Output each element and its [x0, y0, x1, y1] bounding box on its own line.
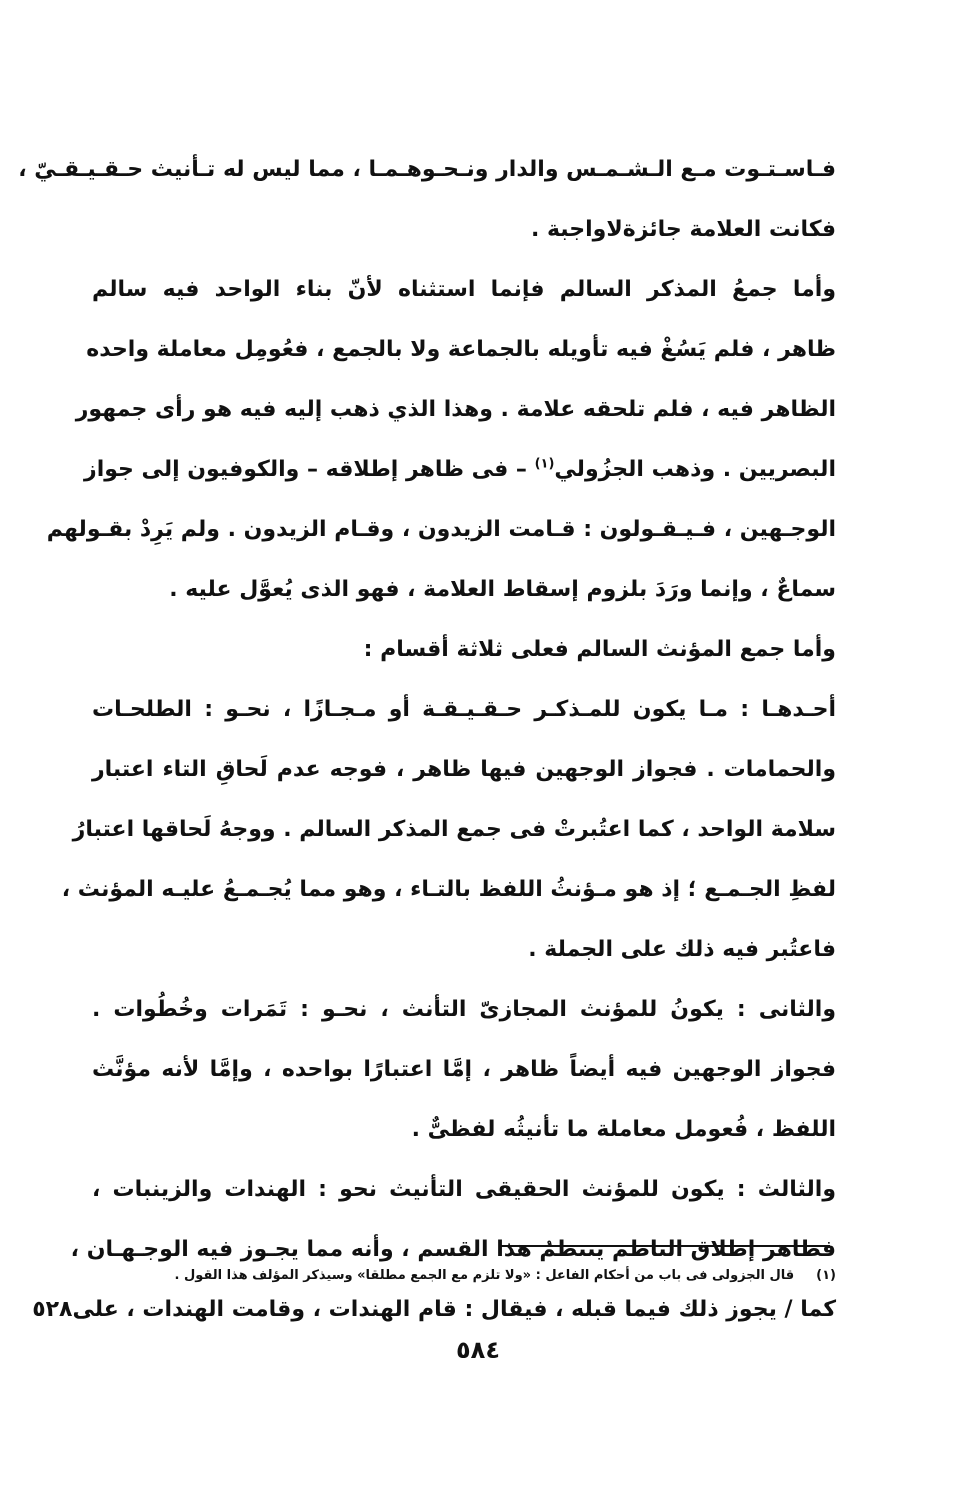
text-line-11: والحمامات . فجواز الوجهين فيها ظاهر ، فوجه عدم لَحاقِ التاء اعتبار [92, 757, 836, 782]
text-line-14: فاعتُبر فيه ذلك على الجملة . [528, 937, 836, 962]
text-line-2: فكانت العلامة جائزةلاواجبة . [530, 217, 836, 242]
footnote [92, 1256, 836, 1296]
text-line-6-end: – فى ظاهر إطلاقه – والكوفيون إلى جواز [84, 457, 527, 482]
footnote-reference: (١) [534, 456, 555, 472]
text-line-1: فـاسـتـوت مـع الـشـمـس والدار ونـحـوهـمـا ، مما ليس له تـأنيث حـقـيـقـيّ ، [18, 157, 836, 182]
text-line-20-main: كما / يجوز ذلك فيما قبله ، فيقال : قام الهندات ، وقامت الهندات ، على [72, 1297, 836, 1322]
text-line-10: أحـدهـا : مـا يكون للمـذكـر حـقـيـقـة أو مـجـازًا ، نحـو : الطلحـات [92, 697, 836, 722]
text-line-6-start: البصريين . وذهب الجزُولي [554, 457, 836, 482]
text-line-8: سماعٌ ، وإنما ورَدَ بلزوم إسقاط العلامة ، فهو الذى يُعوَّل عليه . [169, 577, 836, 602]
text-line-6 [84, 440, 836, 500]
text-line-12: سلامة الواحد ، كما اعتُبرتْ فى جمع المذكر السالم . ووجهُ لَحاقها اعتبارُ [72, 817, 836, 842]
text-line-9: وأما جمع المؤنث السالم فعلى ثلاثة أقسام : [363, 637, 836, 662]
text-line-15: والثانى : يكونُ للمؤنث المجازىّ التأنث ، نحـو : تَمَرات وخُطُوات . [92, 997, 836, 1022]
footnote-marker: (١) [816, 1268, 836, 1283]
text-line-4: ظاهر ، فلم يَسُغْ فيه تأويله بالجماعة ولا بالجمع ، فعُومِل معاملة واحده [86, 337, 836, 362]
text-line-3: وأما جمعُ المذكر السالم فإنما استثناه لأنّ بناء الواحد فيه سالم [92, 277, 836, 302]
text-line-5: الظاهر فيه ، فلم تلحقه علامة . وهذا الذي ذهب إليه فيه هو رأى جمهور [75, 397, 836, 422]
text-line-18: والثالث : يكون للمؤنث الحقيقى التأنيث نحو : الهندات والزينبات ، [92, 1177, 836, 1202]
footnote-separator [500, 1245, 830, 1247]
footnote-text: قال الجزولى فى باب من أحكام الفاعل : «ولا تلزم مع الجمع مطلقا» وسيذكر المؤلف هذا القول . [174, 1268, 795, 1283]
text-line-19: فظاهر إطلاق الناظم ينتظمُ هذا القسم ، وأنه مما يجـوز فيه الوجـهـان ، [70, 1237, 836, 1262]
page-number: ٥٨٤ [456, 1336, 500, 1364]
text-line-17: اللفظ ، فُعومل معاملة ما تأنيثُه لفظىٌّ . [411, 1117, 836, 1142]
text-line-13: لفظِ الجـمـع ؛ إذ هو مـؤنثُ اللفظ بالتـاء ، وهو مما يُجـمـعُ عليـه المؤنث ، [61, 877, 836, 902]
main-text [18, 140, 836, 1340]
text-line-16: فجواز الوجهين فيه أيضاً ظاهر ، إمَّا اعتبارًا بواحده ، وإمَّا لأنه مؤنَّث [92, 1057, 836, 1082]
text-line-7: الوجـهين ، فـيـقـولون : قـامت الزيدون ، وقـام الزيدون . ولم يَرِدْ بقـولهم [46, 517, 836, 542]
manuscript-folio-marker: ٥٢٨ [32, 1297, 73, 1322]
